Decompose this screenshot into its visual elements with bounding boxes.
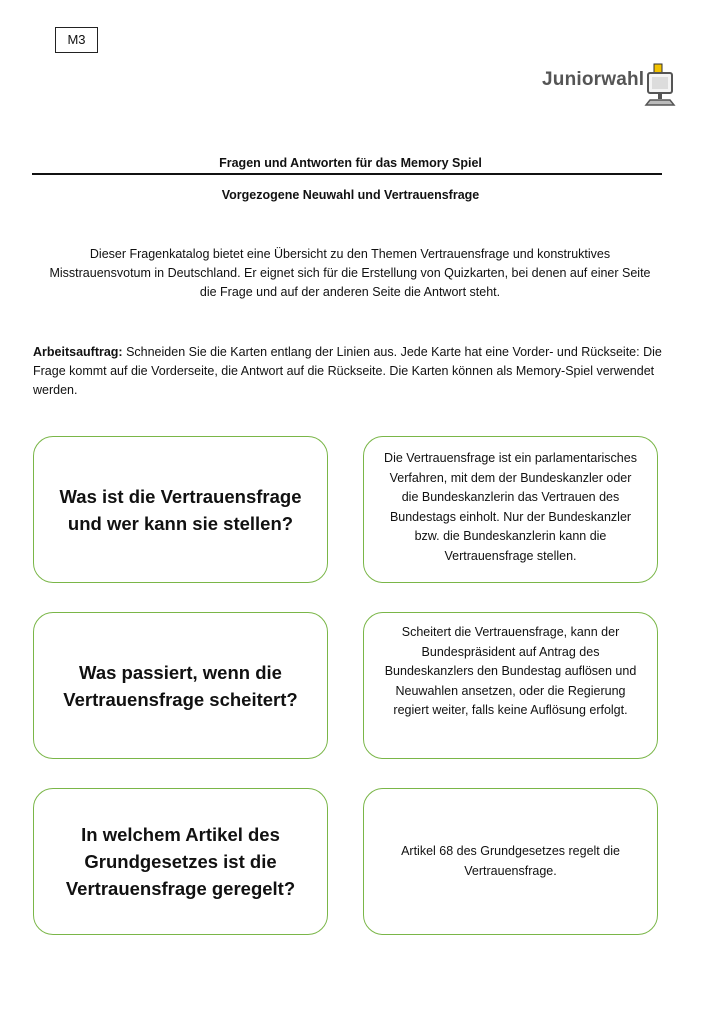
task-paragraph (33, 343, 668, 400)
task-text: Schneiden Sie die Karten entlang der Linien aus. Jede Karte hat eine Vorder- und Rückseite: Die Frage kommt auf die Vorderseite, die Antwort auf die Rückseite. Die Karten können als Memory-Spiel verwendet werden. (33, 345, 662, 397)
material-tag: M3 (55, 27, 98, 53)
answer-card-1 (363, 436, 658, 583)
logo-text: Juniorwahl (542, 69, 645, 90)
page-title: Fragen und Antworten für das Memory Spiel (219, 156, 482, 170)
juniorwahl-logo (538, 63, 678, 111)
question-card-1 (33, 436, 328, 583)
question-text: In welchem Artikel des Grundgesetzes ist die Vertrauensfrage geregelt? (65, 824, 296, 899)
page-subtitle: Vorgezogene Neuwahl und Vertrauensfrage (221, 188, 480, 202)
answer-text: Scheitert die Vertrauensfrage, kann der Bundespräsident auf Antrag des Bundeskanzlers den Bundestag auflösen und Neuwahlen ansetzen, oder die Regierung regiert weiter, falls keine Auflösung erfolgt. (384, 625, 637, 717)
ballot-computer-icon (644, 63, 678, 111)
answer-card-2 (363, 612, 658, 759)
question-text: Was ist die Vertrauensfrage und wer kann sie stellen? (59, 485, 302, 534)
task-label: Arbeitsauftrag: (33, 345, 123, 359)
answer-card-3 (363, 788, 658, 935)
answer-text: Die Vertrauensfrage ist ein parlamentarisches Verfahren, mit dem der Bundeskanzler oder die Bundeskanzlerin das Vertrauen des Bundestags einholt. Nur der Bundeskanzler bzw. die Bundeskanzlerin kann die Vertrauensfrage stellen. (384, 451, 637, 563)
question-card-2 (33, 612, 328, 759)
question-text: Was passiert, wenn die Vertrauensfrage scheitert? (63, 661, 298, 710)
question-card-3 (33, 788, 328, 935)
answer-text: Artikel 68 des Grundgesetzes regelt die Vertrauensfrage. (401, 844, 620, 878)
intro-paragraph: Dieser Fragenkatalog bietet eine Übersicht zu den Themen Vertrauensfrage und konstruktives Misstrauensvotum in Deutschland. Er eignet sich für die Erstellung von Quizkarten, bei denen auf einer Seite die Frage und auf der anderen Seite die Antwort steht. (49, 247, 651, 299)
title-divider (32, 173, 662, 175)
